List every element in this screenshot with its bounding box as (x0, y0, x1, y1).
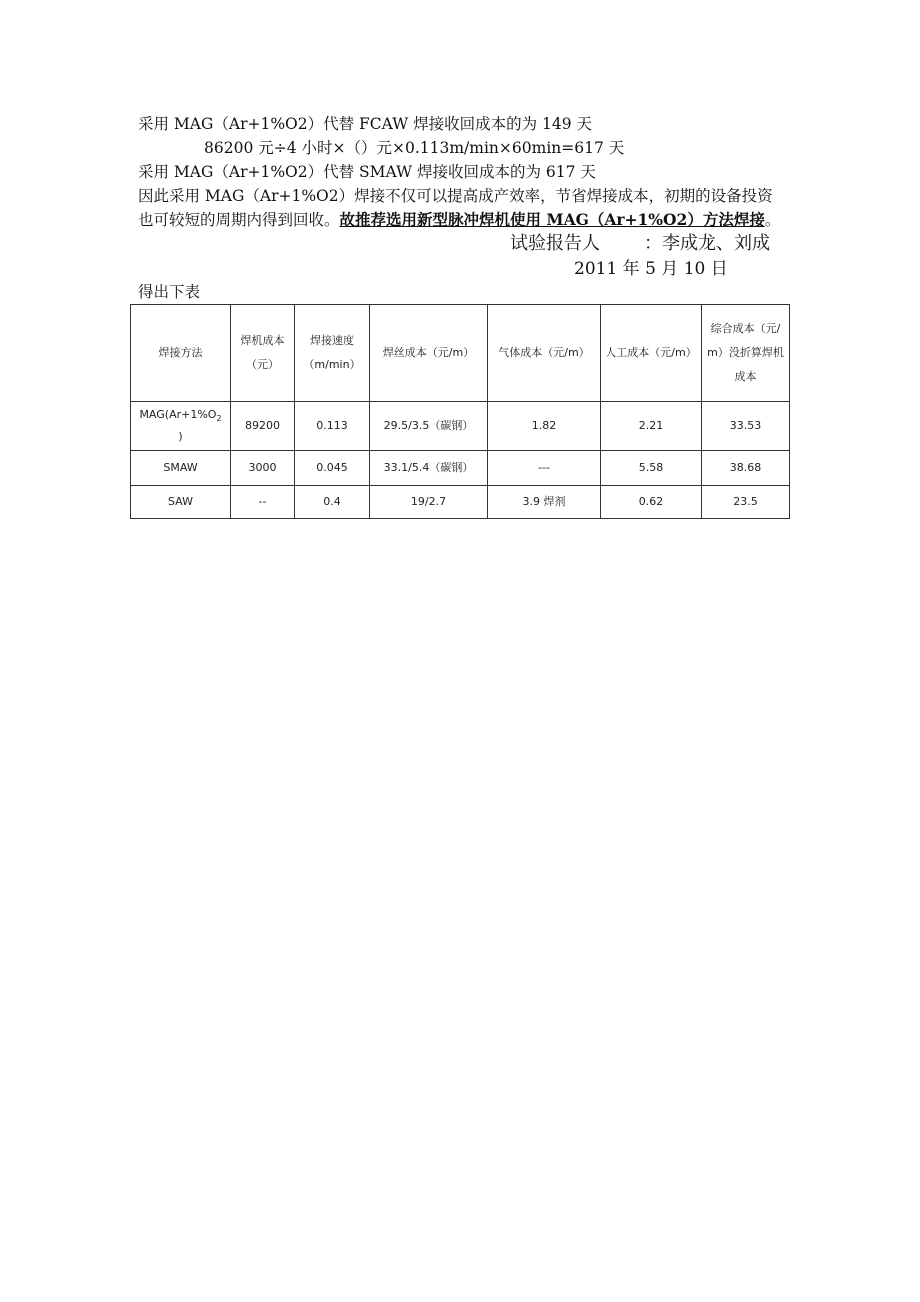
cell-machine-cost: -- (231, 486, 295, 519)
cell-method: SAW (131, 486, 231, 519)
cell-wire-cost: 19/2.7 (370, 486, 488, 519)
conclusion-prefix: 也可较短的周期内得到回收。 (138, 211, 340, 229)
header-labor-cost: 人工成本（元/m） (601, 305, 702, 402)
cell-gas-cost: 1.82 (488, 402, 601, 451)
welding-cost-table (130, 304, 790, 519)
header-method: 焊接方法 (131, 305, 231, 402)
conclusion-text-line1: 因此采用 MAG（Ar+1%O2）焊接不仅可以提高成产效率，节省焊接成本，初期的设备投资 (138, 187, 773, 205)
header-wire-cost: 焊丝成本（元/m） (370, 305, 488, 402)
payback-fcaw-text: 采用 MAG（Ar+1%O2）代替 FCAW 焊接收回成本的为 149 天 (138, 115, 593, 133)
cell-labor-cost: 5.58 (601, 451, 702, 486)
table-header-row (131, 305, 790, 402)
header-machine-cost: 焊机成本（元） (231, 305, 295, 402)
cell-total-cost: 38.68 (702, 451, 790, 486)
cell-speed: 0.113 (295, 402, 370, 451)
cell-machine-cost: 3000 (231, 451, 295, 486)
report-date: 2011 年 5 月 10 日 (574, 259, 728, 279)
conclusion-suffix: 。 (764, 211, 781, 229)
payback-formula-text: 86200 元÷4 小时×（）元×0.113m/min×60min=617 天 (204, 139, 625, 157)
header-total-cost: 综合成本（元/m）没折算焊机成本 (702, 305, 790, 402)
reporter-label: 试验报告人 (510, 233, 600, 254)
payback-smaw-text: 采用 MAG（Ar+1%O2）代替 SMAW 焊接收回成本的为 617 天 (138, 163, 596, 181)
conclusion-text-line2 (138, 210, 780, 230)
cell-total-cost: 23.5 (702, 486, 790, 519)
cell-gas-cost: --- (488, 451, 601, 486)
table-row (131, 486, 790, 519)
cell-total-cost: 33.53 (702, 402, 790, 451)
header-gas-cost: 气体成本（元/m） (488, 305, 601, 402)
reporter-signature (510, 233, 770, 255)
header-speed: 焊接速度（m/min） (295, 305, 370, 402)
cell-method: SMAW (131, 451, 231, 486)
cell-speed: 0.045 (295, 451, 370, 486)
table-intro-text: 得出下表 (138, 283, 201, 301)
cell-wire-cost: 29.5/3.5（碳钢） (370, 402, 488, 451)
cell-labor-cost: 2.21 (601, 402, 702, 451)
cell-wire-cost: 33.1/5.4（碳钢） (370, 451, 488, 486)
cell-machine-cost: 89200 (231, 402, 295, 451)
reporter-names: ：李成龙、刘成 (644, 233, 770, 254)
table-row (131, 451, 790, 486)
cell-method: $MAG(Ar+1\%O_2$ ) (131, 402, 231, 451)
cell-labor-cost: 0.62 (601, 486, 702, 519)
table-row (131, 402, 790, 451)
cell-gas-cost: 3.9 焊剂 (488, 486, 601, 519)
cell-speed: 0.4 (295, 486, 370, 519)
recommendation-text: 故推荐选用新型脉冲焊机使用 MAG（Ar+1%O2）方法焊接 (339, 210, 765, 229)
